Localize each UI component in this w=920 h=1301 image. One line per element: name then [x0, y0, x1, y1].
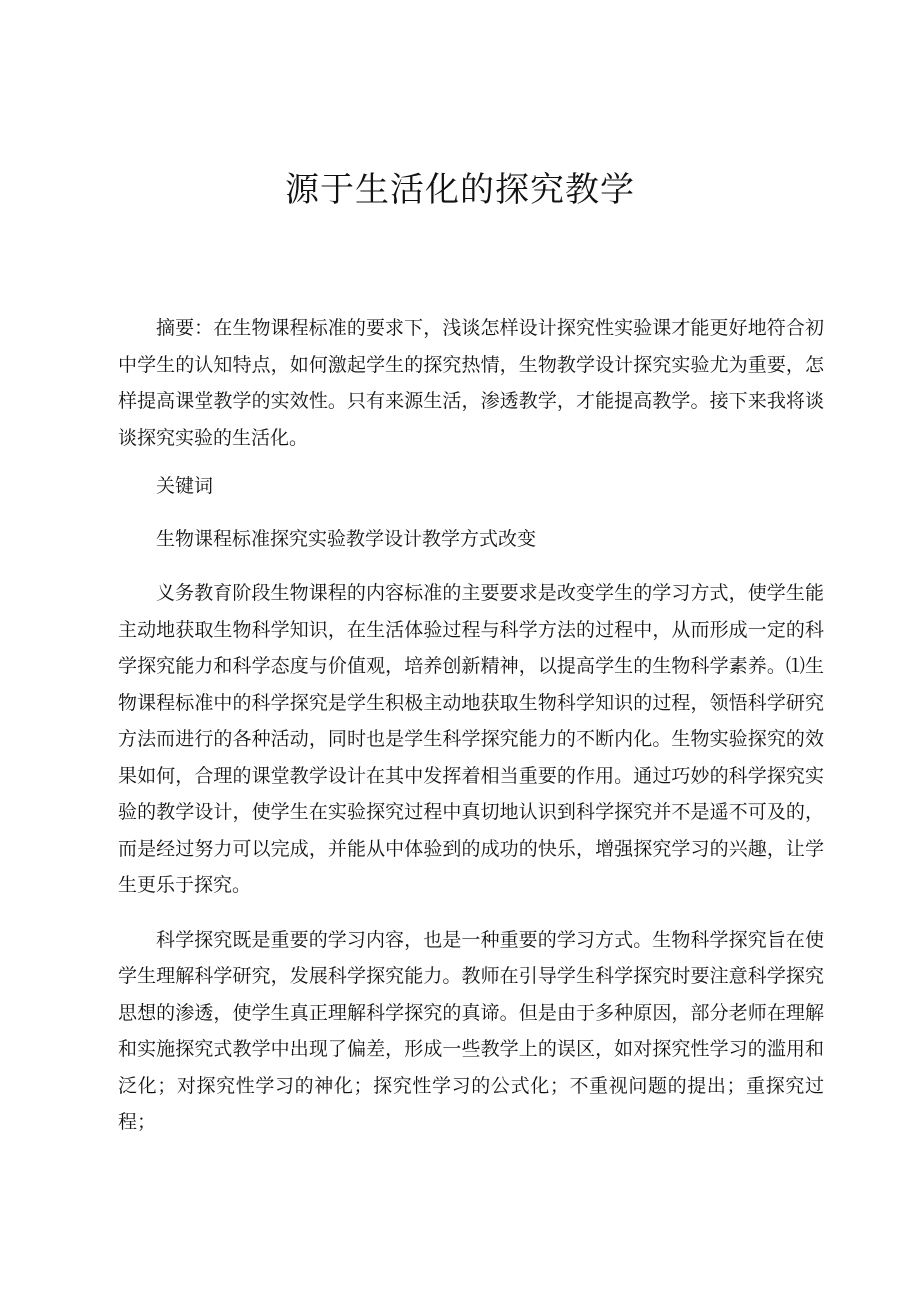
keywords-list: 生物课程标准探究实验教学设计教学方式改变 — [156, 527, 537, 550]
document-body — [118, 310, 824, 1141]
keywords-label: 关键词 — [156, 475, 214, 497]
document-title: 源于生活化的探究教学 — [285, 170, 635, 210]
body-paragraph-1: 义务教育阶段生物课程的内容标准的主要要求是改变学生的学习方式，使学生能主动地获取生物科学知识，在生活体验过程与科学方法的过程中，从而形成一定的科学探究能力和科学态度与价值观，培养创新精神，以提高学生的生物科学素养。⑴生物课程标准中的科学探究是学生积极主动地获取生物科学知识的过程，领悟科学研究方法而进行的各种活动，同时也是学生科学探究能力的不断内化。生物实验探究的效果如何，合理的课堂教学设计在其中发挥着相当重要的作用。通过巧妙的科学探究实验的教学设计，使学生在实验探究过程中真切地认识到科学探究并不是遥不可及的，而是经过努力可以完成，并能从中体验到的成功的快乐，增强探究学习的兴趣，让学生更乐于探究。 — [118, 582, 824, 896]
abstract-paragraph: 摘要：在生物课程标准的要求下，浅谈怎样设计探究性实验课才能更好地符合初中学生的认知特点，如何激起学生的探究热情，生物教学设计探究实验尤为重要，怎样提高课堂教学的实效性。只有来源生活，渗透教学，才能提高教学。接下来我将谈谈探究实验的生活化。 — [118, 317, 824, 449]
body-paragraph-2: 科学探究既是重要的学习内容，也是一种重要的学习方式。生物科学探究旨在使学生理解科学研究，发展科学探究能力。教师在引导学生科学探究时要注意科学探究思想的渗透，使学生真正理解科学探究的真谛。但是由于多种原因，部分老师在理解和实施探究式教学中出现了偏差，形成一些教学上的误区，如对探究性学习的滥用和泛化；对探究性学习的神化；探究性学习的公式化；不重视问题的提出；重探究过程； — [118, 928, 824, 1133]
